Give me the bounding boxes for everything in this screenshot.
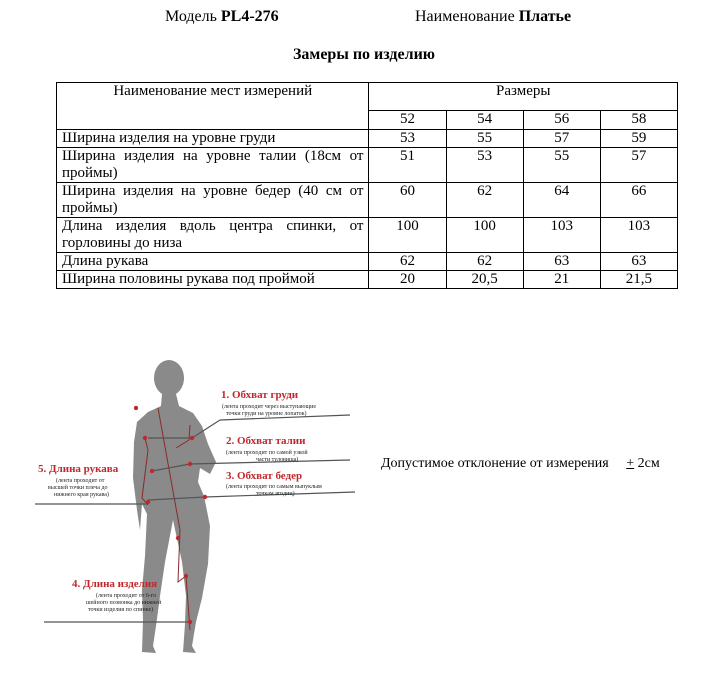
table-cell: 100 — [446, 218, 523, 253]
table-cell: 62 — [369, 253, 446, 271]
table-row — [57, 183, 678, 218]
product-name-value: Платье — [518, 8, 572, 25]
row-label: Длина рукава — [57, 253, 369, 271]
table-row — [57, 130, 678, 148]
hips-desc: точкам ягодиц) — [256, 491, 295, 497]
waist-desc: (лента проходит по самой узкой — [226, 450, 308, 456]
table-cell: 66 — [600, 183, 677, 218]
measurement-figure — [30, 350, 370, 675]
table-cell: 20 — [369, 271, 446, 289]
table-cell: 63 — [523, 253, 600, 271]
table-cell: 64 — [523, 183, 600, 218]
table-cell: 57 — [600, 148, 677, 183]
garment-length-desc: точки изделия по спинке) — [88, 607, 154, 613]
table-cell: 53 — [446, 148, 523, 183]
size-58: 58 — [600, 111, 677, 130]
table-cell: 53 — [369, 130, 446, 148]
page-title: Замеры по изделию — [292, 46, 436, 63]
hips-desc: (лента проходит по самым выпуклым — [226, 484, 322, 490]
measurements-table — [56, 82, 678, 289]
tolerance-value: 2см — [637, 456, 660, 471]
model-header — [165, 8, 279, 26]
table-cell: 57 — [523, 130, 600, 148]
sleeve-length-desc: нижнего края рукава) — [54, 492, 109, 498]
row-label: Ширина изделия на уровне бедер (40 см от проймы) — [57, 183, 369, 218]
waist-desc: части туловища) — [256, 457, 299, 463]
table-cell: 59 — [600, 130, 677, 148]
table-cell: 63 — [600, 253, 677, 271]
chest-desc: точки груди на уровне лопаток) — [226, 411, 307, 417]
tolerance-note — [381, 456, 660, 472]
size-56: 56 — [523, 111, 600, 130]
chest-desc: (лента проходит через выступающие — [222, 404, 316, 410]
row-label: Ширина изделия на уровне груди — [57, 130, 369, 148]
sleeve-length-desc: (лента проходит от — [56, 478, 105, 484]
table-cell: 55 — [446, 130, 523, 148]
model-label: Модель — [165, 8, 217, 25]
garment-length-desc: шейного позвонка до нижней — [86, 600, 162, 606]
product-name-label: Наименование — [415, 8, 515, 25]
garment-length-title: 4. Длина изделия — [72, 578, 158, 590]
table-cell: 55 — [523, 148, 600, 183]
model-value: PL4-276 — [220, 8, 279, 25]
row-label: Ширина половины рукава под проймой — [57, 271, 369, 289]
table-cell: 60 — [369, 183, 446, 218]
row-label: Ширина изделия на уровне талии (18см от проймы) — [57, 148, 369, 183]
table-cell: 20,5 — [446, 271, 523, 289]
tolerance-label: Допустимое отклонение от измерения — [381, 456, 609, 471]
product-name-header — [415, 8, 571, 26]
chest-title: 1. Обхват груди — [221, 389, 299, 401]
size-54: 54 — [446, 111, 523, 130]
size-52: 52 — [369, 111, 446, 130]
hips-title: 3. Обхват бедер — [226, 470, 303, 482]
sleeve-length-desc: высшей точки плеча до — [48, 485, 108, 491]
waist-title: 2. Обхват талии — [226, 435, 306, 447]
measurement-name-header: Наименование мест измерений — [57, 83, 369, 130]
table-cell: 100 — [369, 218, 446, 253]
garment-length-desc: (лента проходит от 6-го — [96, 593, 157, 599]
table-cell: 51 — [369, 148, 446, 183]
plus-minus-sign: + — [626, 456, 635, 471]
table-row — [57, 271, 678, 289]
table-cell: 103 — [523, 218, 600, 253]
table-cell: 103 — [600, 218, 677, 253]
table-cell: 21,5 — [600, 271, 677, 289]
table-row — [57, 148, 678, 183]
table-cell: 62 — [446, 253, 523, 271]
table-row — [57, 218, 678, 253]
table-cell: 62 — [446, 183, 523, 218]
row-label: Длина изделия вдоль центра спинки, от горловины до низа — [57, 218, 369, 253]
sizes-header: Размеры — [369, 83, 678, 111]
table-cell: 21 — [523, 271, 600, 289]
sleeve-length-title: 5. Длина рукава — [38, 463, 119, 475]
table-row — [57, 253, 678, 271]
